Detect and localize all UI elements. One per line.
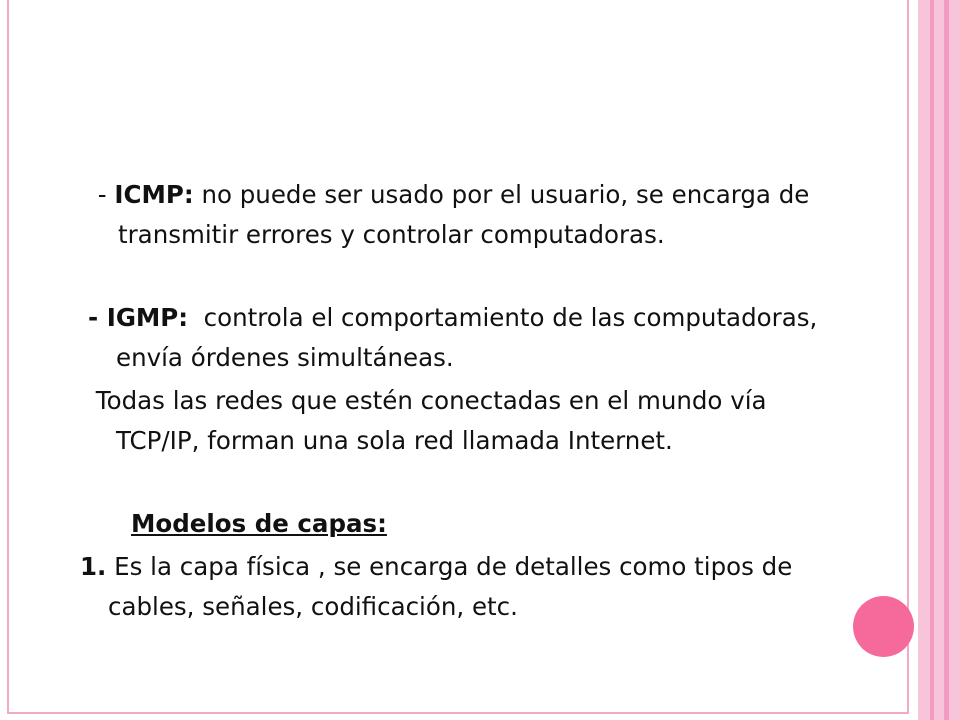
icmp-text: no puede ser usado por el usuario, se encarga de transmitir errores y controlar computadoras.: [118, 180, 810, 249]
decor-stripe: [949, 0, 960, 720]
internet-text: Todas las redes que estén conectadas en el mundo vía TCP/IP, forman una sola red llamada Internet.: [88, 386, 775, 455]
icmp-term: ICMP:: [114, 180, 194, 209]
models-heading-paragraph: [131, 504, 731, 544]
igmp-text: controla el comportamiento de las computadoras, envía órdenes simultáneas.: [116, 303, 826, 372]
igmp-term: IGMP:: [106, 303, 189, 332]
layer1-text: Es la capa física , se encarga de detalles como tipos de cables, señales, codificación, etc.: [106, 552, 801, 621]
internet-paragraph: [88, 381, 836, 461]
models-heading: Modelos de capas:: [131, 509, 387, 538]
icmp-prefix: -: [90, 180, 115, 209]
layer1-paragraph: [80, 547, 868, 627]
icmp-paragraph: [90, 175, 838, 255]
decor-stripe: [918, 0, 930, 720]
igmp-prefix: -: [88, 303, 107, 332]
decor-stripe: [934, 0, 944, 720]
layer1-number: 1.: [80, 552, 107, 581]
igmp-paragraph: [88, 298, 836, 378]
